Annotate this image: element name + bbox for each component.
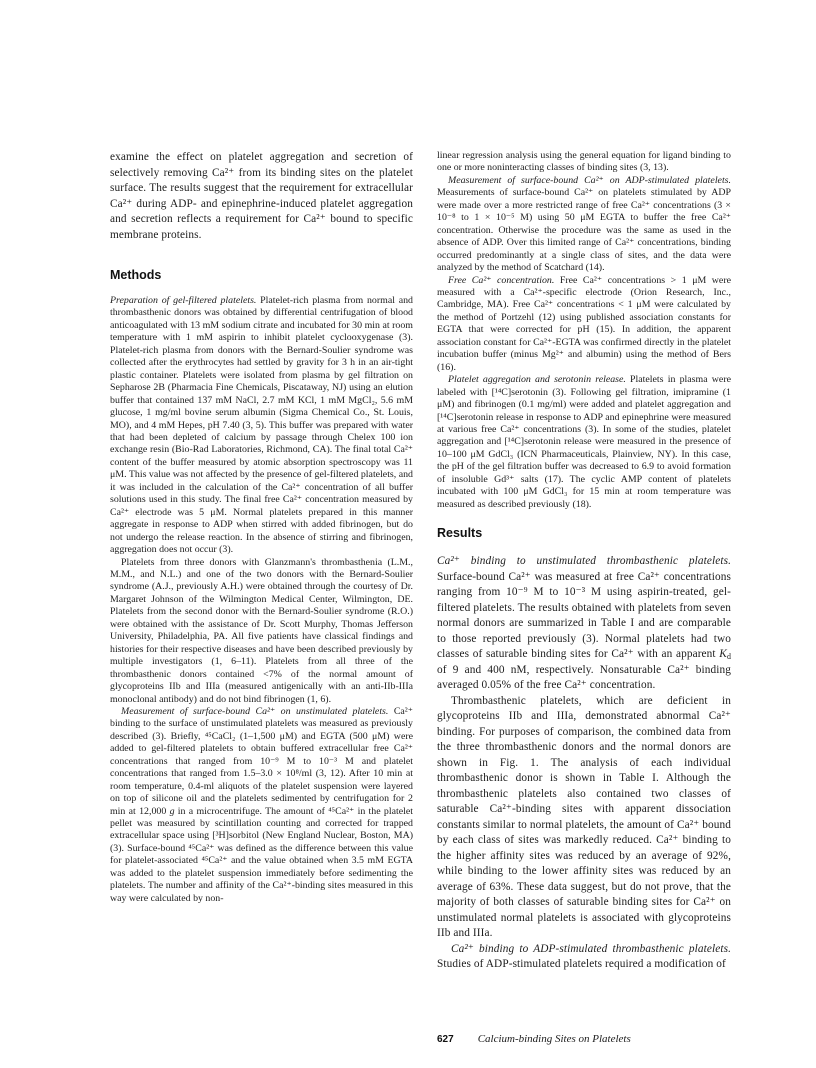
- methods-paragraph-free-calcium: Free Ca²⁺ concentration. Free Ca²⁺ concentrations > 1 μM were measured with a Ca²⁺-specific electrode (Orion Research, Inc., Cambridge, MA). Free Ca²⁺ concentrations < 1 μM were calculated by the method of Portzehl (12) using published association constants for EGTA that were corrected for pH (15). In addition, the apparent association constant for Ca²⁺-EGTA was confirmed directly in the platelet incubation buffer (minus Mg²⁺ and albumin) using the method of Bers (16).: [437, 274, 731, 373]
- methods-paragraph-aggregation-serotonin: Platelet aggregation and serotonin release. Platelets in plasma were labeled with [¹⁴C]serotonin (3). Following gel filtration, imipramine (1 μM) and fibrinogen (0.1 mg/ml) were added and platelet aggregation and [¹⁴C]serotonin release in response to ADP and epinephrine were measured at various free Ca²⁺ concentrations (3). In some of the studies, platelet aggregation and [¹⁴C]serotonin release were measured in the presence of 10–100 μM GdCl₃ (ICN Pharmaceuticals, Plainview, NY). In this case, the pH of the gel filtration buffer was decreased to 6.9 to avoid formation of insoluble Gd³⁺ salts (17). The cyclic AMP content of platelets incubated with 100 μM GdCl₃ for 15 min at room temperature was measured as described previously (18).: [437, 374, 731, 510]
- methods-paragraph-preparation: Preparation of gel-filtered platelets. Platelet-rich plasma from normal and thrombasthenic donors was obtained by differential centrifugation of blood anticoagulated with 13 mM sodium citrate and incubated for 30 min at room temperature with 1 mM aspirin to inhibit platelet cyclooxygenase (3). Platelet-rich plasma from donors with the Bernard-Soulier syndrome was collected after the erythrocytes had settled by gravity for 3 h in an air-tight plastic container. Platelets were isolated from plasma by gel filtration on Sepharose 2B (Pharmacia Fine Chemicals, Piscataway, NJ) using an elution buffer that contained 137 mM NaCl, 2.7 mM KCl, 1 mM MgCl₂, 5.6 mM glucose, 1 mg/ml bovine serum albumin (Sigma Chemical Co., St. Louis, MO), and 4 mM Hepes, pH 7.40 (3, 5). This buffer was prepared with water that had been depleted of calcium by passage through Chelex 100 ion exchange resin (Bio-Rad Laboratories, Richmond, CA). The final total Ca²⁺ content of the buffer measured by atomic absorption spectroscopy was 11 μM. This value was not affected by the presence of gel-filtered platelets, and it was included in the calculation of the Ca²⁺ concentration of all buffer solutions used in this study. The final free Ca²⁺ concentration measured by Ca²⁺ electrode was 5 μM. Normal platelets prepared in this manner aggregate in response to ADP when stirred with added fibrinogen, but do not undergo the release reaction. In the absence of stirring and fibrinogen, aggregation does not occur (3).: [110, 295, 413, 556]
- results-heading: Results: [437, 526, 483, 541]
- results-paragraph-thrombasthenic: Thrombasthenic platelets, which are deficient in glycoproteins IIb and IIIa, demonstrated abnormal Ca²⁺ binding. For purposes of comparison, the combined data from the three thrombasthenic donors and the normal donors are shown in Fig. 1. The analysis of each individual thrombasthenic donor is shown in Table I. Although the thrombasthenic platelets also contained two classes of saturable Ca²⁺-binding sites with apparent dissociation constants similar to normal platelets, the amount of Ca²⁺ bound by each class of sites was markedly reduced. Ca²⁺ binding to the higher affinity sites was reduced by an average of 92%, while binding to the lower affinity sites was reduced by an average of 63%. These data suggest, but do not prove, that the majority of both classes of saturable binding sites for Ca²⁺ on unstimulated normal platelets is associated with glycoproteins IIb and IIIa.: [437, 694, 731, 940]
- intro-continuation-paragraph: examine the effect on platelet aggregation and secretion of selectively removing Ca²⁺ from its binding sites on the platelet surface. The results suggest that the requirement for extracellular Ca²⁺ during ADP- and epinephrine-induced platelet aggregation and secretion reflects a requirement for Ca²⁺ bound to specific membrane proteins.: [110, 151, 413, 241]
- results-paragraph-adp-stimulated: Ca²⁺ binding to ADP-stimulated thrombasthenic platelets. Studies of ADP-stimulated platelets required a modification of: [437, 942, 731, 971]
- page-number: 627: [437, 1034, 454, 1045]
- article-page-body: [110, 150, 731, 973]
- methods-paragraph-adp-measurement: Measurement of surface-bound Ca²⁺ on ADP-stimulated platelets. Measurements of surface-bound Ca²⁺ on platelets stimulated by ADP were made over a more restricted range of free Ca²⁺ concentrations (3 × 10⁻⁸ to 1 × 10⁻⁵ M) using 50 μM EGTA to buffer the free Ca²⁺ concentration. Otherwise the procedure was the same as used in the absence of ADP. Over this limited range of Ca²⁺ concentrations, binding occurred predominantly at a single class of sites, and the data were analyzed by the method of Scatchard (14).: [437, 174, 731, 274]
- right-column: [437, 150, 731, 973]
- methods-paragraph-donors: Platelets from three donors with Glanzmann's thrombasthenia (L.M., M.M., and N.L.) and one of the two donors with the Bernard-Soulier syndrome (A.J., previously A.H.) were obtained through the courtesy of Dr. Margaret Johnson of the Wilmington Medical Center, Wilmington, DE. Platelets from the second donor with the Bernard-Soulier syndrome (R.O.) were obtained with the assistance of Dr. Scott Murphy, Thomas Jefferson University, Philadelphia, PA. All five patients have classical findings and histories for their respective diseases and have been described previously by multiple investigators (1, 6–11). Platelets from all three of the thrombasthenic donors contained <7% of the normal amount of glycoproteins IIb and IIIa (measured antigenically with an anti-IIb-IIIa monoclonal antibody) and do not bind fibrinogen (1, 6).: [110, 556, 413, 705]
- methods-heading: Methods: [110, 268, 162, 282]
- methods-paragraph-unstimulated-measurement: Measurement of surface-bound Ca²⁺ on unstimulated platelets. Ca²⁺ binding to the surface of unstimulated platelets was measured as previously described (3). Briefly, ⁴⁵CaCl₂ (1–1,500 μM) and EGTA (500 μM) were added to gel-filtered platelets to obtain buffered extracellular free Ca²⁺ concentrations that ranged from 10⁻⁹ M to 10⁻³ M and platelet concentrations that ranged from 1.5–3.0 × 10⁸/ml (3, 12). After 10 min at room temperature, 0.4-ml aliquots of the platelet suspension were layered on top of silicone oil and the platelets sedimented by centrifugation for 2 min at 12,000 g in a microcentrifuge. The amount of ⁴⁵Ca²⁺ in the platelet pellet was measured by scintillation counting and corrected for trapped extracellular space using [³H]sorbitol (New England Nuclear, Boston, MA) (3). Surface-bound ⁴⁵Ca²⁺ was defined as the difference between this value for platelet-associated ⁴⁵Ca²⁺ and the value obtained when 3.5 mM EGTA was added to the platelet suspension immediately before sedimenting the platelets. The number and affinity of the Ca²⁺-binding sites measured in this way were calculated by non-: [110, 705, 413, 904]
- running-title: Calcium-binding Sites on Platelets: [477, 1033, 631, 1045]
- methods-paragraph-continuation: linear regression analysis using the general equation for ligand binding to one or more noninteracting classes of binding sites (3, 13).: [437, 150, 731, 174]
- results-paragraph-unstimulated-binding: Ca²⁺ binding to unstimulated thrombasthenic platelets. Surface-bound Ca²⁺ was measured at free Ca²⁺ concentrations ranging from 10⁻⁹ M to 10⁻³ M using aspirin-treated, gel-filtered platelets. The results obtained with platelets from seven normal donors are summarized in Table I and are comparable to those reported previously (3). Normal platelets had two classes of saturable binding sites for Ca²⁺ with an apparent $K_d$ of 9 and 400 nM, respectively. Nonsaturable Ca²⁺ binding averaged 0.05% of the free Ca²⁺ concentration.: [437, 555, 731, 692]
- left-column: [110, 150, 413, 973]
- page-footer: [437, 1029, 731, 1047]
